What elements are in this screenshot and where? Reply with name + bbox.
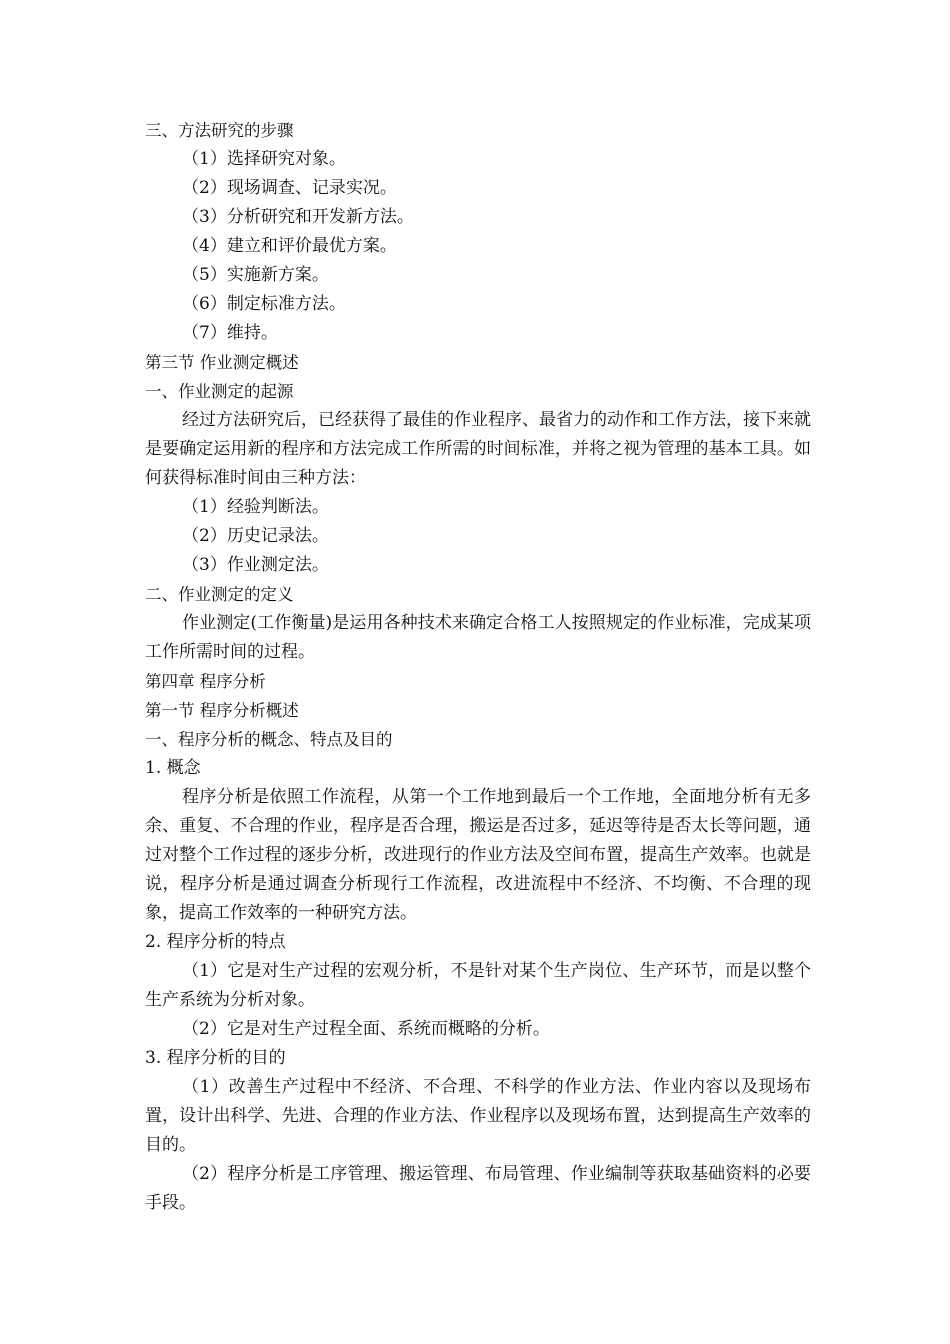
document-page (145, 116, 811, 1218)
list-item: （2）现场调查、记录实况。 (182, 178, 397, 198)
numbered-heading-concept: 1. 概念 (145, 758, 201, 778)
paragraph-origin: 经过方法研究后，已经获得了最佳的作业程序、最省力的动作和工作方法，接下来就是要确定运用新的程序和方法完成工作所需的时间标准，并将之视为管理的基本工具。如何获得标准时间由三种方法： (145, 410, 811, 488)
chapter-heading: 第四章 程序分析 (145, 672, 266, 691)
list-item: （7）维持。 (182, 323, 278, 343)
paragraph-purpose-item: （1）改善生产过程中不经济、不合理、不科学的作业方法、作业内容以及现场布置，设计出科学、先进、合理的作业方法、作业程序以及现场布置，达到提高生产效率的目的。 (145, 1077, 811, 1155)
paragraph-feature-item: （2）它是对生产过程全面、系统而概略的分析。 (182, 1019, 550, 1039)
paragraph-feature-item: （1）它是对生产过程的宏观分析，不是针对某个生产岗位、生产环节，而是以整个生产系统为分析对象。 (145, 961, 811, 1010)
section-heading-method-steps: 三、方法研究的步骤 (145, 121, 294, 140)
subsection-heading-origin: 一、作业测定的起源 (145, 382, 294, 401)
list-item: （6）制定标准方法。 (182, 294, 346, 314)
list-item: （4）建立和评价最优方案。 (182, 236, 397, 256)
numbered-heading-features: 2. 程序分析的特点 (145, 932, 286, 952)
list-item: （3）分析研究和开发新方法。 (182, 207, 414, 227)
section-heading-program-analysis: 第一节 程序分析概述 (145, 701, 299, 720)
paragraph-concept: 程序分析是依照工作流程，从第一个工作地到最后一个工作地，全面地分析有无多余、重复、不合理的作业，程序是否合理，搬运是否过多，延迟等待是否太长等问题，通过对整个工作过程的逐步分析，改进现行的作业方法及空间布置，提高生产效率。也就是说，程序分析是通过调查分析现行工作流程，改进流程中不经济、不均衡、不合理的现象，提高工作效率的一种研究方法。 (145, 787, 811, 923)
list-item: （1）选择研究对象。 (182, 149, 346, 169)
paragraph-definition: 作业测定(工作衡量)是运用各种技术来确定合格工人按照规定的作业标准，完成某项工作所需时间的过程。 (145, 613, 811, 662)
list-item: （3）作业测定法。 (182, 555, 329, 575)
list-item: （5）实施新方案。 (182, 265, 329, 285)
subsection-heading-definition: 二、作业测定的定义 (145, 585, 294, 604)
paragraph-purpose-item: （2）程序分析是工序管理、搬运管理、布局管理、作业编制等获取基础资料的必要手段。 (145, 1164, 811, 1213)
subsection-heading-concept-features-purpose: 一、程序分析的概念、特点及目的 (145, 730, 393, 749)
list-item: （1）经验判断法。 (182, 497, 329, 517)
numbered-heading-purpose: 3. 程序分析的目的 (145, 1048, 286, 1068)
section-heading-work-measurement: 第三节 作业测定概述 (145, 353, 299, 372)
list-item: （2）历史记录法。 (182, 526, 329, 546)
